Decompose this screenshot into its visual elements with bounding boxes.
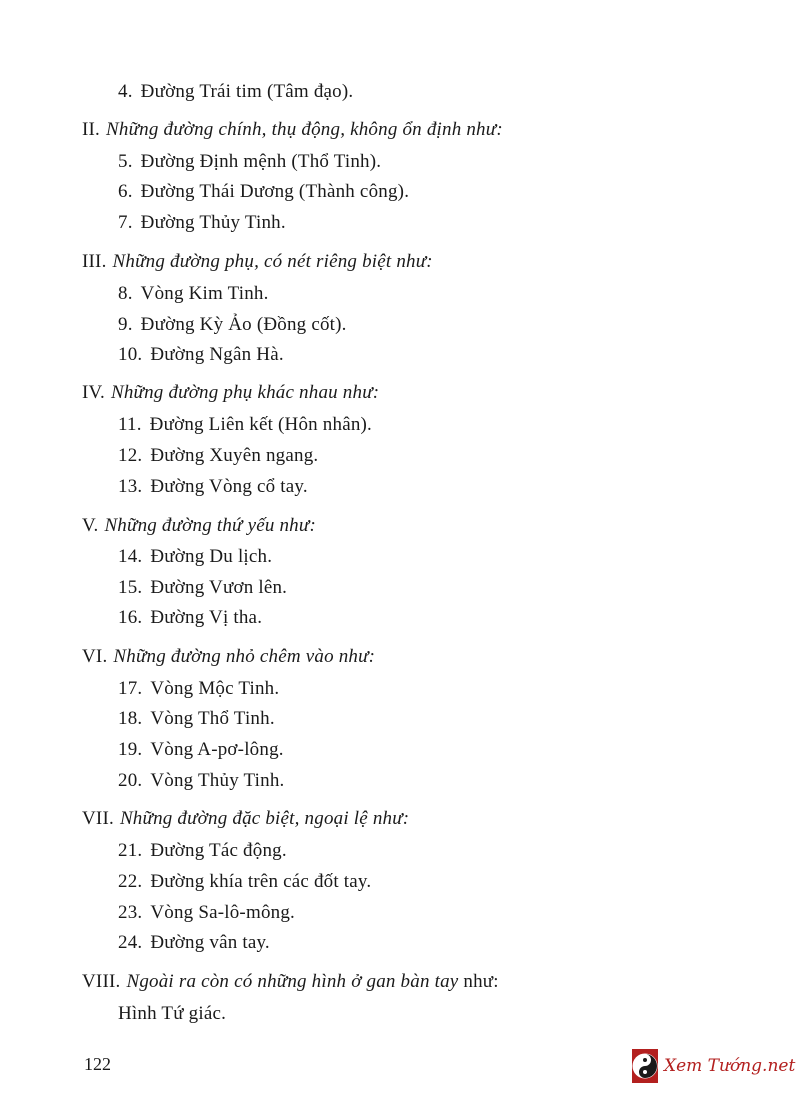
- item-number: 7.: [118, 212, 133, 233]
- item-text: Đường Du lịch.: [150, 546, 273, 567]
- section-heading: [82, 970, 499, 994]
- item-number: 12.: [118, 445, 143, 466]
- section-heading-text: Những đường chính, thụ động, không ổn định như:: [106, 119, 503, 140]
- list-item: [118, 211, 286, 235]
- section-number: II.: [82, 119, 101, 140]
- item-number: 17.: [118, 678, 143, 699]
- list-item: [118, 545, 272, 569]
- item-text: Vòng Thổ Tinh.: [150, 708, 275, 729]
- item-number: 8.: [118, 283, 133, 304]
- item-number: 20.: [118, 770, 143, 791]
- item-text: Vòng Kim Tinh.: [140, 283, 269, 304]
- item-text: Vòng Mộc Tinh.: [150, 678, 280, 699]
- list-item: [118, 444, 318, 468]
- item-number: 15.: [118, 577, 143, 598]
- section-heading-text: Những đường đặc biệt, ngoại lệ như:: [119, 808, 410, 829]
- list-item: [118, 901, 295, 925]
- yin-yang-icon: [632, 1049, 658, 1083]
- section-number: VIII.: [82, 971, 121, 992]
- item-text: Đường Kỳ Ảo (Đồng cốt).: [140, 314, 347, 335]
- list-item: [118, 413, 372, 437]
- item-text: Đường Liên kết (Hôn nhân).: [149, 414, 373, 435]
- section-heading: [82, 807, 409, 831]
- list-item: [118, 313, 347, 337]
- list-item: [118, 282, 269, 306]
- section-heading: [82, 250, 433, 274]
- item-number: 4.: [118, 81, 133, 102]
- list-item: [118, 839, 287, 863]
- item-number: 5.: [118, 151, 133, 172]
- item-text: Đường Vươn lên.: [150, 577, 288, 598]
- item-text: Đường Ngân Hà.: [150, 344, 284, 365]
- item-text: Vòng Sa-lô-mông.: [150, 902, 295, 923]
- section-number: V.: [82, 515, 99, 536]
- item-text: Đường khía trên các đốt tay.: [150, 871, 372, 892]
- section-heading: [82, 381, 379, 405]
- section-number: VII.: [82, 808, 114, 829]
- list-item: [118, 576, 287, 600]
- section-heading-text: Những đường phụ, có nét riêng biệt như:: [112, 251, 433, 272]
- item-number: 22.: [118, 871, 143, 892]
- item-number: 14.: [118, 546, 143, 567]
- item-text: Đường Trái tim (Tâm đạo).: [140, 81, 354, 102]
- item-text: Đường Tác động.: [150, 840, 287, 861]
- item-text: Đường Thủy Tinh.: [140, 212, 286, 233]
- list-item: [118, 738, 284, 762]
- watermark: [632, 1048, 796, 1084]
- item-text: Đường vân tay.: [150, 932, 270, 953]
- list-item: [118, 677, 279, 701]
- section-heading: [82, 118, 503, 142]
- page-number: 122: [84, 1054, 111, 1074]
- item-text: Vòng A-pơ-lông.: [150, 739, 284, 760]
- item-number: 23.: [118, 902, 143, 923]
- list-item: [118, 769, 284, 793]
- section-number: IV.: [82, 382, 105, 403]
- item-number: 9.: [118, 314, 133, 335]
- item-text: Đường Vị tha.: [150, 607, 263, 628]
- list-item: [118, 707, 275, 731]
- section-heading: [82, 514, 316, 538]
- item-number: 6.: [118, 181, 133, 202]
- section-heading: [82, 645, 375, 669]
- item-number: 10.: [118, 344, 143, 365]
- list-item: [118, 870, 371, 894]
- list-item: [118, 475, 308, 499]
- item-text: Đường Vòng cổ tay.: [150, 476, 308, 497]
- list-item: [118, 180, 409, 204]
- item-text: Đường Định mệnh (Thổ Tinh).: [140, 151, 382, 172]
- list-item: [118, 1002, 226, 1026]
- list-item: [118, 606, 262, 630]
- section-number: III.: [82, 251, 107, 272]
- list-item: [118, 80, 353, 104]
- watermark-text: Xem Tướng.net: [664, 1056, 796, 1076]
- list-item: [118, 343, 284, 367]
- section-heading-text: Những đường phụ khác nhau như:: [110, 382, 380, 403]
- item-number: 24.: [118, 932, 143, 953]
- section-heading-tail: như:: [458, 971, 499, 992]
- item-number: 18.: [118, 708, 143, 729]
- item-text: Hình Tứ giác.: [118, 1003, 227, 1024]
- section-heading-text: Những đường thứ yếu như:: [104, 515, 316, 536]
- section-number: VI.: [82, 646, 108, 667]
- item-number: 19.: [118, 739, 143, 760]
- item-text: Đường Xuyên ngang.: [150, 445, 319, 466]
- item-number: 16.: [118, 607, 143, 628]
- item-text: Vòng Thủy Tinh.: [150, 770, 285, 791]
- list-item: [118, 150, 381, 174]
- item-number: 11.: [118, 414, 142, 435]
- section-heading-text: Ngoài ra còn có những hình ở gan bàn tay: [126, 971, 459, 992]
- item-number: 21.: [118, 840, 143, 861]
- section-heading-text: Những đường nhỏ chêm vào như:: [113, 646, 376, 667]
- list-item: [118, 931, 270, 955]
- item-number: 13.: [118, 476, 143, 497]
- item-text: Đường Thái Dương (Thành công).: [140, 181, 410, 202]
